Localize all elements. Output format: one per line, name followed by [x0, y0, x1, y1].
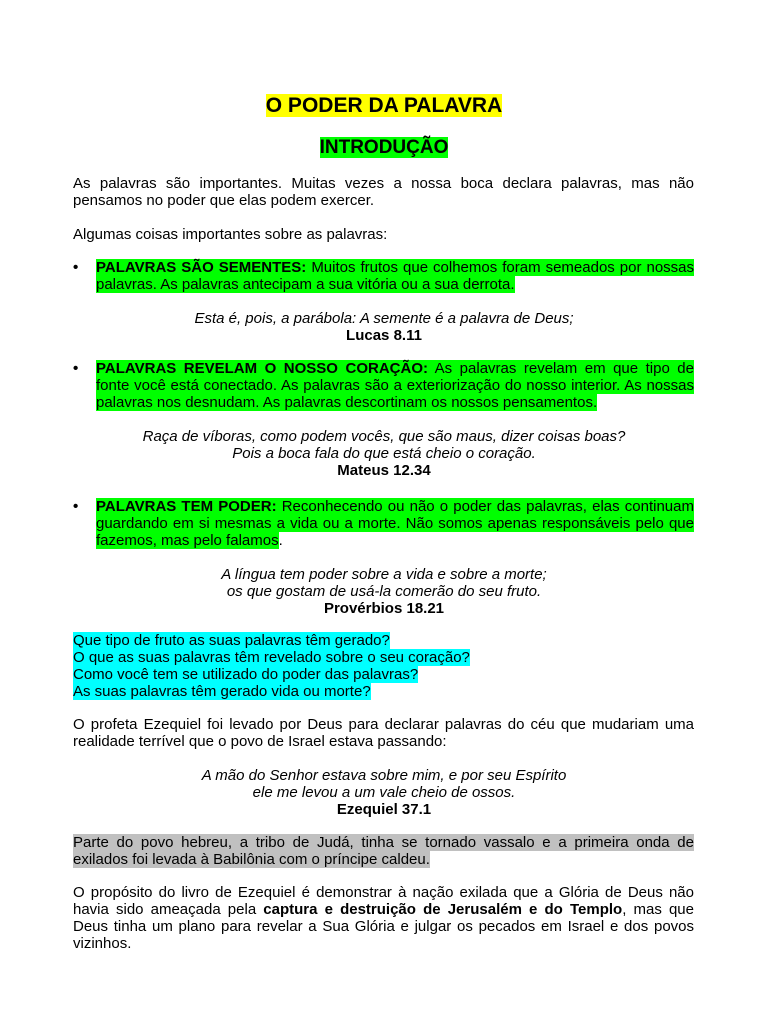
bullet-text — [96, 360, 694, 411]
quote-reference: Mateus 12.34 — [337, 462, 431, 479]
quote-line: A língua tem poder sobre a vida e sobre a morte; — [221, 566, 547, 583]
quote-line: ele me levou a um vale cheio de ossos. — [252, 784, 516, 801]
section-heading: INTRODUÇÃO — [319, 137, 449, 158]
quote-reference: Lucas 8.11 — [346, 327, 422, 344]
bullet-body: Reconhecendo ou não o poder das palavras, elas continuam guardando em si mesmas a vida ou a morte. Não somos apenas responsáveis pelo que fazemos, mas pelo falamos — [96, 498, 694, 549]
quote-line: Esta é, pois, a parábola: A semente é a palavra de Deus; — [194, 310, 574, 327]
scripture-quote — [0, 428, 768, 479]
bullet-heading: PALAVRAS REVELAM O NOSSO CORAÇÃO: — [96, 360, 428, 377]
bullet-heading: PALAVRAS SÃO SEMENTES: — [96, 259, 307, 276]
bullet-item — [73, 259, 694, 293]
scripture-quote — [0, 566, 768, 617]
page-title: O PODER DA PALAVRA — [265, 94, 503, 117]
quote-reference: Provérbios 18.21 — [323, 600, 445, 617]
bullet-text — [96, 498, 694, 549]
bullet-text — [96, 259, 694, 293]
intro-paragraph: As palavras são importantes. Muitas vezes a nossa boca declara palavras, mas não pensamos no poder que elas podem exercer. — [73, 175, 694, 209]
purpose-text-start: O propósito do livro de Ezequiel é demonstrar à nação exilada que a Glória de Deus não havia sido ameaçada pela — [73, 884, 694, 918]
intro-list-lead: Algumas coisas importantes sobre as palavras: — [73, 226, 388, 243]
question-line: O que as suas palavras têm revelado sobre o seu coração? — [73, 649, 470, 666]
page-title-wrap — [0, 93, 768, 119]
question-line: As suas palavras têm gerado vida ou morte? — [73, 683, 371, 700]
question-line: Como você tem se utilizado do poder das palavras? — [73, 666, 419, 683]
bullet-dot: • — [73, 498, 79, 515]
bullet-dot: • — [73, 259, 79, 276]
bullet-item — [73, 360, 694, 411]
quote-reference: Ezequiel 37.1 — [336, 801, 432, 818]
quote-line: A mão do Senhor estava sobre mim, e por seu Espírito — [201, 767, 567, 784]
history-text: Parte do povo hebreu, a tribo de Judá, tinha se tornado vassalo e a primeira onda de exilados foi levada à Babilônia com o príncipe caldeu. — [73, 834, 694, 868]
quote-line: Raça de víboras, como podem vocês, que são maus, dizer coisas boas? — [142, 428, 626, 445]
history-paragraph — [73, 834, 694, 868]
scripture-quote — [0, 310, 768, 344]
question-line: Que tipo de fruto as suas palavras têm gerado? — [73, 632, 390, 649]
quote-line: os que gostam de usá-la comerão do seu fruto. — [226, 583, 542, 600]
bullet-tail: . — [278, 532, 283, 549]
bullet-body: Muitos frutos que colhemos foram semeados por nossas palavras. As palavras antecipam a sua vitória ou a sua derrota. — [96, 259, 695, 293]
ezekiel-intro-paragraph: O profeta Ezequiel foi levado por Deus para declarar palavras do céu que mudariam uma realidade terrível que o povo de Israel estava passando: — [73, 716, 694, 750]
purpose-emphasis: captura e destruição de Jerusalém e do Templo — [263, 901, 623, 918]
bullet-body: As palavras revelam em que tipo de fonte você está conectado. As palavras são a exteriorização do nosso interior. As nossas palavras nos desnudam. As palavras descortinam os nossos pensamentos. — [96, 360, 694, 411]
quote-line: Pois a boca fala do que está cheio o coração. — [232, 445, 536, 462]
bullet-item — [73, 498, 694, 549]
reflection-questions — [73, 632, 470, 700]
section-heading-wrap — [0, 136, 768, 160]
bullet-heading: PALAVRAS TEM PODER: — [96, 498, 277, 515]
purpose-paragraph — [73, 884, 694, 952]
purpose-text-end: , mas que Deus tinha um plano para revelar a Sua Glória e julgar os pecados em Israel e dos povos vizinhos. — [73, 901, 694, 952]
bullet-dot: • — [73, 360, 79, 377]
scripture-quote — [0, 767, 768, 818]
